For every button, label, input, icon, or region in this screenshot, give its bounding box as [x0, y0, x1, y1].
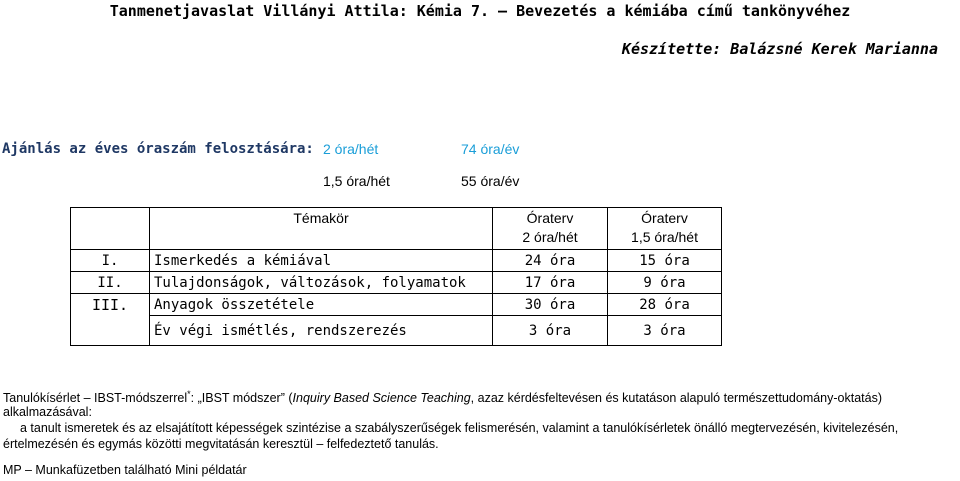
header-topic-label: Témakör: [293, 210, 349, 226]
ibst-inquiry: Inquiry Based Science Teaching: [292, 391, 471, 406]
ibst-colon: :: [190, 391, 195, 406]
row-number: III.: [71, 294, 150, 316]
option2-year: 55 óra/év: [461, 173, 520, 189]
header-plan2-line2: 1,5 óra/hét: [631, 229, 698, 245]
option1-week: 2 óra/hét: [323, 141, 379, 157]
row-hours-plan1: 24 óra: [493, 250, 608, 272]
header-plan2: [608, 208, 722, 250]
ibst-paren: (: [288, 391, 293, 406]
recommendation-label: Ajánlás az éves óraszám felosztására:: [2, 141, 314, 157]
row-topic: Év végi ismétlés, rendszerezés: [150, 316, 493, 346]
ibst-note-line2: alkalmazásával:: [3, 405, 92, 419]
row-hours-plan2: 9 óra: [608, 272, 722, 294]
header-plan1-line2: 2 óra/hét: [522, 229, 578, 245]
ibst-footnote-mark: *: [187, 389, 191, 399]
author-line: Készítette: Balázsné Kerek Marianna: [621, 40, 938, 58]
mp-note: MP – Munkafüzetben található Mini példatár: [3, 463, 247, 477]
table-header-row: [71, 208, 722, 250]
row-hours-plan2: 28 óra: [608, 294, 722, 316]
row-topic: Anyagok összetétele: [150, 294, 493, 316]
table-row: [71, 316, 722, 346]
option1-year: 74 óra/év: [461, 141, 520, 157]
document-title: Tanmenetjavaslat Villányi Attila: Kémia 7. – Bevezetés a kémiába című tankönyvéhez: [109, 2, 851, 20]
row-hours-plan2: 15 óra: [608, 250, 722, 272]
ibst-note-line1: [3, 389, 882, 405]
header-plan2-line1: Óraterv: [641, 210, 688, 226]
row-topic: Ismerkedés a kémiával: [150, 250, 493, 272]
row-number: [71, 316, 150, 346]
option2-week: 1,5 óra/hét: [323, 173, 390, 189]
row-hours-plan1: 3 óra: [493, 316, 608, 346]
table-row: [71, 272, 722, 294]
table-row: [71, 250, 722, 272]
ibst-rest: , azaz kérdésfeltevésen és kutatáson alapuló természettudomány-oktatás): [470, 391, 883, 406]
header-plan1: [493, 208, 608, 250]
row-hours-plan1: 17 óra: [493, 272, 608, 294]
lesson-plan-table: [70, 207, 722, 346]
ibst-quote: „IBST módszer”: [197, 391, 285, 406]
row-hours-plan2: 3 óra: [608, 316, 722, 346]
header-topic: [150, 208, 493, 250]
header-num-cell: [71, 208, 150, 250]
ibst-prefix: Tanulókísérlet – IBST-módszerrel: [3, 391, 188, 406]
header-plan1-line1: Óraterv: [526, 210, 574, 226]
row-hours-plan1: 30 óra: [493, 294, 608, 316]
ibst-note-line4: értelmezésén és egymás közötti megvitatásán keresztül – felfedeztető tanulás.: [3, 437, 439, 451]
ibst-note-line3: a tanult ismeretek és az elsajátított képességek szintézise a szabályszerűségek felismerésén, valamint a tanulókísérletek önálló megtervezésén, kivitelezésén,: [20, 421, 899, 435]
table-row: [71, 294, 722, 316]
row-number: I.: [71, 250, 150, 272]
row-number: II.: [71, 272, 150, 294]
row-topic: Tulajdonságok, változások, folyamatok: [150, 272, 493, 294]
